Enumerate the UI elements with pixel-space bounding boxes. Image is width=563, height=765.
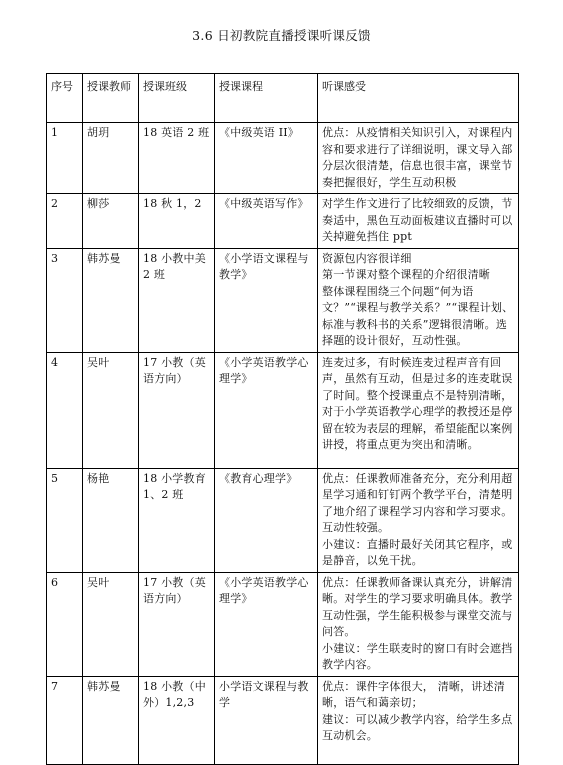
course-name: 《小学英语教学心理学》 xyxy=(215,352,318,468)
header-teacher: 授课教师 xyxy=(83,74,139,123)
feedback-line: 对学生作文进行了比较细致的反馈，节奏适中，黑色互动面板建议直播时可以关掉避免挡住 ppt xyxy=(322,197,513,243)
row-number: 4 xyxy=(47,352,83,468)
feedback-line: 优点：课件字体很大， 清晰，讲述清晰，语气和蔼亲切； xyxy=(322,679,505,709)
class-name: 17 小教（英语方向） xyxy=(139,572,215,676)
feedback-line: 优点：任课教师准备充分，充分利用超星学习通和钉钉两个教学平台，清楚明了地介绍了课程学习内容和学习要求。互动性较强。 xyxy=(322,471,513,534)
header-feedback: 听课感受 xyxy=(318,74,519,123)
table-header-row xyxy=(47,74,519,123)
header-no: 序号 xyxy=(47,74,83,123)
table-row xyxy=(47,248,519,352)
header-class: 授课班级 xyxy=(139,74,215,123)
feedback-line: 第一节课对整个课程的介绍很清晰 xyxy=(322,268,490,281)
table-row xyxy=(47,123,519,194)
feedback-text xyxy=(318,676,519,764)
teacher-name: 韩苏曼 xyxy=(83,248,139,352)
feedback-text xyxy=(318,123,519,194)
header-course: 授课课程 xyxy=(215,74,318,123)
row-number: 7 xyxy=(47,676,83,764)
class-name: 18 小教（中外）1,2,3 xyxy=(139,676,215,764)
feedback-table xyxy=(46,73,519,765)
table-row xyxy=(47,352,519,468)
teacher-name: 杨艳 xyxy=(83,468,139,572)
row-number: 3 xyxy=(47,248,83,352)
table-row xyxy=(47,468,519,572)
course-name: 《小学英语教学心理学》 xyxy=(215,572,318,676)
feedback-line: 小建议：直播时最好关闭其它程序，或是静音，以免干扰。 xyxy=(322,537,513,567)
table-row xyxy=(47,194,519,249)
feedback-line: 优点：从疫情相关知识引入，对课程内容和要求进行了详细说明，课文导入部分层次很清楚，信息也很丰富，课堂节奏把握很好，学生互动积极 xyxy=(322,126,513,189)
course-name: 《中级英语写作》 xyxy=(215,194,318,249)
feedback-text xyxy=(318,468,519,572)
teacher-name: 柳莎 xyxy=(83,194,139,249)
table-row xyxy=(47,676,519,764)
class-name: 18 英语 2 班 xyxy=(139,123,215,194)
row-number: 6 xyxy=(47,572,83,676)
feedback-line: 建议：可以减少教学内容，给学生多点互动机会。 xyxy=(322,712,513,742)
course-name: 《小学语文课程与教学》 xyxy=(215,248,318,352)
teacher-name: 韩苏曼 xyxy=(83,676,139,764)
class-name: 18 秋 1，2 xyxy=(139,194,215,249)
row-number: 5 xyxy=(47,468,83,572)
feedback-line: 整体课程围绕三个问题“何为语文？”“课程与教学关系？”“课程计划、标准与教科书的关系”逻辑很清晰。选择题的设计很好，互动性强。 xyxy=(322,284,514,347)
table-row xyxy=(47,572,519,676)
feedback-text xyxy=(318,194,519,249)
feedback-line: 连麦过多，有时候连麦过程声音有回声，虽然有互动，但是过多的连麦耽误了时间。整个授课重点不是特别清晰，对于小学英语教学心理学的教授还是停留在较为表层的理解，希望能配以案例讲授，将重点更为突出和清晰。 xyxy=(322,355,513,451)
teacher-name: 吴叶 xyxy=(83,352,139,468)
row-number: 1 xyxy=(47,123,83,194)
class-name: 18 小教中美 2 班 xyxy=(139,248,215,352)
feedback-line: 资源包内容很详细 xyxy=(322,251,412,265)
feedback-text xyxy=(318,352,519,468)
course-name: 《中级英语 II》 xyxy=(215,123,318,194)
feedback-line: 优点：任课教师备课认真充分，讲解清晰。对学生的学习要求明确具体。教学互动性强，学生能积极参与课堂交流与问答。 xyxy=(322,575,513,638)
course-name: 《教育心理学》 xyxy=(215,468,318,572)
feedback-line: 小建议：学生联麦时的窗口有时会遮挡教学内容。 xyxy=(322,641,513,671)
class-name: 18 小学教育 1、2 班 xyxy=(139,468,215,572)
teacher-name: 吴叶 xyxy=(83,572,139,676)
teacher-name: 胡玥 xyxy=(83,123,139,194)
row-number: 2 xyxy=(47,194,83,249)
course-name: 小学语文课程与教学 xyxy=(215,676,318,764)
class-name: 17 小教（英语方向） xyxy=(139,352,215,468)
page-title: 3.6 日初教院直播授课听课反馈 xyxy=(192,28,371,43)
feedback-text xyxy=(318,248,519,352)
feedback-text xyxy=(318,572,519,676)
